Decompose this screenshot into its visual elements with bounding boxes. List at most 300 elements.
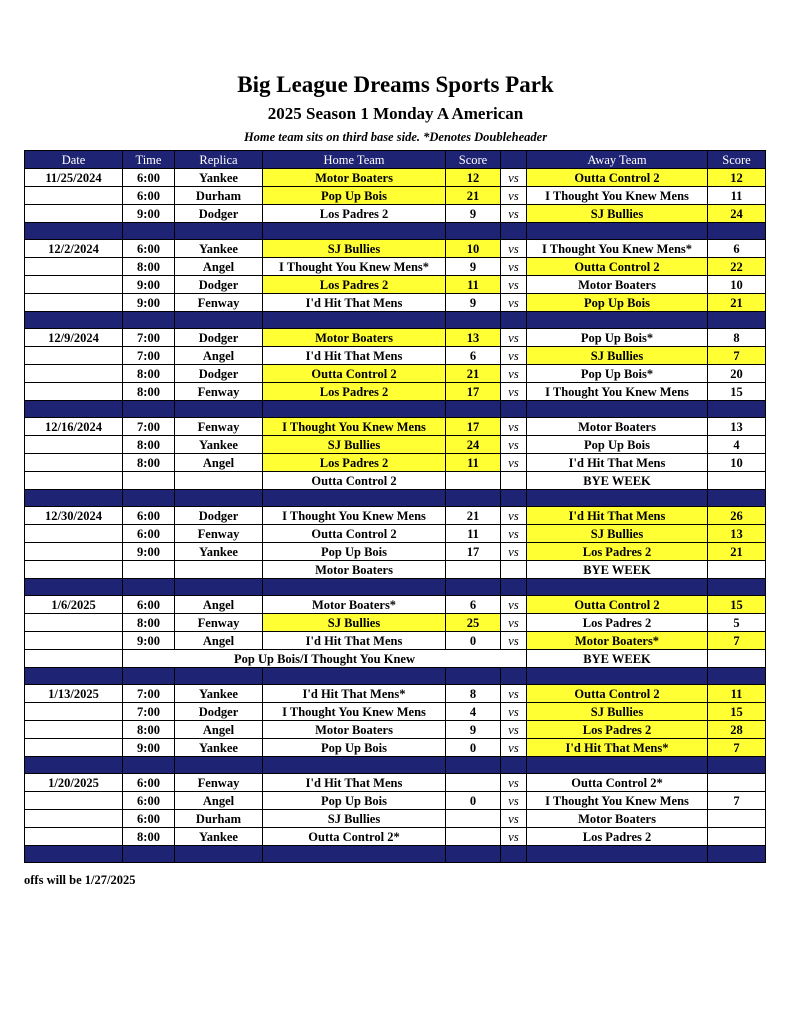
home-team: I Thought You Knew Mens <box>263 507 446 525</box>
game-field: Yankee <box>175 739 263 757</box>
home-score: 25 <box>446 614 501 632</box>
game-field: Fenway <box>175 294 263 312</box>
home-score: 13 <box>446 329 501 347</box>
empty-cell <box>25 472 123 490</box>
game-row <box>25 169 766 187</box>
home-team: Los Padres 2 <box>263 205 446 223</box>
game-field: Yankee <box>175 543 263 561</box>
away-team: Outta Control 2* <box>527 774 708 792</box>
vs-label: vs <box>501 721 527 739</box>
game-date <box>25 258 123 276</box>
separator-cell <box>708 668 766 685</box>
separator-cell <box>446 223 501 240</box>
game-time: 8:00 <box>123 383 175 401</box>
separator-cell <box>708 312 766 329</box>
away-team: I'd Hit That Mens <box>527 454 708 472</box>
home-team: Pop Up Bois <box>263 187 446 205</box>
bye-row <box>25 561 766 579</box>
week-separator <box>25 401 766 418</box>
game-row <box>25 329 766 347</box>
separator-cell <box>527 846 708 863</box>
away-score: 7 <box>708 739 766 757</box>
away-team: Motor Boaters <box>527 276 708 294</box>
game-date <box>25 347 123 365</box>
game-field: Angel <box>175 721 263 739</box>
separator-cell <box>123 579 175 596</box>
game-date: 1/6/2025 <box>25 596 123 614</box>
bye-team: Pop Up Bois/I Thought You Knew <box>123 650 527 668</box>
separator-cell <box>25 312 123 329</box>
game-field: Durham <box>175 810 263 828</box>
home-score: 21 <box>446 507 501 525</box>
home-team: Outta Control 2 <box>263 525 446 543</box>
home-team: Los Padres 2 <box>263 383 446 401</box>
vs-label: vs <box>501 187 527 205</box>
home-team: I'd Hit That Mens* <box>263 685 446 703</box>
separator-cell <box>446 312 501 329</box>
separator-cell <box>175 401 263 418</box>
vs-label: vs <box>501 792 527 810</box>
empty-cell <box>708 561 766 579</box>
game-field: Yankee <box>175 436 263 454</box>
away-team: Los Padres 2 <box>527 614 708 632</box>
game-field: Dodger <box>175 507 263 525</box>
game-row <box>25 792 766 810</box>
separator-cell <box>175 846 263 863</box>
game-date <box>25 614 123 632</box>
separator-cell <box>25 223 123 240</box>
separator-cell <box>175 757 263 774</box>
game-row <box>25 365 766 383</box>
game-date: 12/16/2024 <box>25 418 123 436</box>
game-field: Angel <box>175 632 263 650</box>
game-field: Dodger <box>175 276 263 294</box>
separator-cell <box>123 668 175 685</box>
separator-cell <box>446 668 501 685</box>
away-team: SJ Bullies <box>527 525 708 543</box>
separator-cell <box>175 223 263 240</box>
page-title: Big League Dreams Sports Park <box>237 72 554 97</box>
away-team: I Thought You Knew Mens <box>527 187 708 205</box>
home-score: 17 <box>446 543 501 561</box>
game-row <box>25 276 766 294</box>
home-team: I'd Hit That Mens <box>263 774 446 792</box>
col-header-home-team: Home Team <box>263 151 446 169</box>
away-score: 12 <box>708 169 766 187</box>
home-team: I Thought You Knew Mens* <box>263 258 446 276</box>
home-team: Motor Boaters* <box>263 596 446 614</box>
game-date: 12/30/2024 <box>25 507 123 525</box>
game-date <box>25 525 123 543</box>
vs-label: vs <box>501 685 527 703</box>
game-time: 6:00 <box>123 169 175 187</box>
separator-cell <box>708 401 766 418</box>
game-date: 1/20/2025 <box>25 774 123 792</box>
empty-cell <box>446 472 501 490</box>
vs-label: vs <box>501 507 527 525</box>
game-time: 9:00 <box>123 739 175 757</box>
vs-label: vs <box>501 436 527 454</box>
game-row <box>25 543 766 561</box>
separator-cell <box>501 668 527 685</box>
vs-label: vs <box>501 418 527 436</box>
home-score: 12 <box>446 169 501 187</box>
home-score: 6 <box>446 596 501 614</box>
home-score: 8 <box>446 685 501 703</box>
away-team: Outta Control 2 <box>527 169 708 187</box>
game-field: Durham <box>175 187 263 205</box>
col-header-replica: Replica <box>175 151 263 169</box>
vs-label: vs <box>501 169 527 187</box>
away-team: SJ Bullies <box>527 205 708 223</box>
game-field: Angel <box>175 596 263 614</box>
game-time: 6:00 <box>123 810 175 828</box>
game-time: 8:00 <box>123 614 175 632</box>
separator-cell <box>446 579 501 596</box>
game-date <box>25 703 123 721</box>
home-team: Outta Control 2* <box>263 828 446 846</box>
away-team: Los Padres 2 <box>527 828 708 846</box>
away-team: Pop Up Bois <box>527 294 708 312</box>
home-score: 11 <box>446 276 501 294</box>
separator-cell <box>501 401 527 418</box>
game-time: 6:00 <box>123 507 175 525</box>
home-score: 21 <box>446 187 501 205</box>
home-score: 0 <box>446 792 501 810</box>
home-team: Pop Up Bois <box>263 739 446 757</box>
game-date <box>25 721 123 739</box>
game-row <box>25 596 766 614</box>
away-score: 21 <box>708 294 766 312</box>
game-time: 9:00 <box>123 632 175 650</box>
away-score: 21 <box>708 543 766 561</box>
separator-cell <box>708 579 766 596</box>
separator-cell <box>123 490 175 507</box>
home-team: I'd Hit That Mens <box>263 294 446 312</box>
away-score: 10 <box>708 454 766 472</box>
home-team: Los Padres 2 <box>263 276 446 294</box>
game-row <box>25 436 766 454</box>
away-score: 11 <box>708 685 766 703</box>
game-field: Fenway <box>175 525 263 543</box>
separator-cell <box>263 490 446 507</box>
away-score: 6 <box>708 240 766 258</box>
separator-cell <box>501 757 527 774</box>
vs-label: vs <box>501 276 527 294</box>
separator-cell <box>123 846 175 863</box>
separator-cell <box>175 668 263 685</box>
away-score <box>708 810 766 828</box>
separator-cell <box>446 846 501 863</box>
separator-cell <box>708 490 766 507</box>
game-field: Angel <box>175 347 263 365</box>
home-team: Pop Up Bois <box>263 543 446 561</box>
separator-cell <box>175 490 263 507</box>
home-score: 17 <box>446 418 501 436</box>
home-team: I'd Hit That Mens <box>263 632 446 650</box>
separator-cell <box>25 401 123 418</box>
game-time: 7:00 <box>123 685 175 703</box>
separator-cell <box>527 668 708 685</box>
away-team: Motor Boaters <box>527 810 708 828</box>
bye-team: Outta Control 2 <box>263 472 446 490</box>
separator-cell <box>123 757 175 774</box>
home-score <box>446 810 501 828</box>
home-score: 9 <box>446 721 501 739</box>
separator-cell <box>501 490 527 507</box>
game-field: Angel <box>175 258 263 276</box>
away-team: SJ Bullies <box>527 703 708 721</box>
game-field: Fenway <box>175 418 263 436</box>
game-time: 7:00 <box>123 418 175 436</box>
vs-label: vs <box>501 454 527 472</box>
game-field: Yankee <box>175 828 263 846</box>
bye-label: BYE WEEK <box>527 650 708 668</box>
away-score: 15 <box>708 703 766 721</box>
home-score: 9 <box>446 294 501 312</box>
col-header-time: Time <box>123 151 175 169</box>
game-row <box>25 632 766 650</box>
away-team: I'd Hit That Mens <box>527 507 708 525</box>
game-date: 12/2/2024 <box>25 240 123 258</box>
game-field: Fenway <box>175 383 263 401</box>
separator-cell <box>501 846 527 863</box>
game-field: Dodger <box>175 365 263 383</box>
game-date <box>25 543 123 561</box>
game-field: Yankee <box>175 240 263 258</box>
week-separator <box>25 312 766 329</box>
game-date <box>25 436 123 454</box>
game-row <box>25 294 766 312</box>
empty-cell <box>175 561 263 579</box>
game-field: Fenway <box>175 614 263 632</box>
game-field: Angel <box>175 454 263 472</box>
vs-label: vs <box>501 525 527 543</box>
away-team: SJ Bullies <box>527 347 708 365</box>
vs-label: vs <box>501 240 527 258</box>
separator-cell <box>123 401 175 418</box>
separator-cell <box>25 846 123 863</box>
col-header-home-score: Score <box>446 151 501 169</box>
home-team: Pop Up Bois <box>263 792 446 810</box>
home-score: 4 <box>446 703 501 721</box>
vs-label: vs <box>501 205 527 223</box>
vs-label: vs <box>501 329 527 347</box>
game-time: 6:00 <box>123 187 175 205</box>
game-row <box>25 347 766 365</box>
away-score: 4 <box>708 436 766 454</box>
home-score <box>446 828 501 846</box>
vs-label: vs <box>501 828 527 846</box>
separator-cell <box>501 579 527 596</box>
bye-row <box>25 650 766 668</box>
game-row <box>25 828 766 846</box>
game-time: 7:00 <box>123 329 175 347</box>
vs-label: vs <box>501 383 527 401</box>
game-row <box>25 507 766 525</box>
away-team: I Thought You Knew Mens <box>527 792 708 810</box>
away-team: Motor Boaters <box>527 418 708 436</box>
game-row <box>25 258 766 276</box>
away-score: 28 <box>708 721 766 739</box>
separator-cell <box>263 223 446 240</box>
game-time: 6:00 <box>123 240 175 258</box>
vs-label: vs <box>501 596 527 614</box>
away-team: Outta Control 2 <box>527 685 708 703</box>
home-score: 0 <box>446 739 501 757</box>
week-separator <box>25 490 766 507</box>
home-team: Outta Control 2 <box>263 365 446 383</box>
empty-cell <box>25 561 123 579</box>
game-field: Yankee <box>175 169 263 187</box>
game-time: 8:00 <box>123 828 175 846</box>
table-header-row <box>25 151 766 169</box>
away-score <box>708 774 766 792</box>
home-score: 9 <box>446 205 501 223</box>
separator-cell <box>263 668 446 685</box>
separator-cell <box>263 312 446 329</box>
empty-cell <box>708 650 766 668</box>
away-score: 7 <box>708 792 766 810</box>
away-team: Outta Control 2 <box>527 596 708 614</box>
home-team: I Thought You Knew Mens <box>263 418 446 436</box>
empty-cell <box>501 561 527 579</box>
home-team: I'd Hit That Mens <box>263 347 446 365</box>
game-field: Fenway <box>175 774 263 792</box>
separator-cell <box>263 579 446 596</box>
home-score <box>446 774 501 792</box>
game-time: 8:00 <box>123 258 175 276</box>
separator-cell <box>175 579 263 596</box>
home-team: SJ Bullies <box>263 240 446 258</box>
home-score: 11 <box>446 525 501 543</box>
separator-cell <box>123 312 175 329</box>
separator-cell <box>527 223 708 240</box>
empty-cell <box>501 472 527 490</box>
playoffs-footer: offs will be 1/27/2025 <box>24 873 136 887</box>
game-row <box>25 418 766 436</box>
bye-row <box>25 472 766 490</box>
away-score: 26 <box>708 507 766 525</box>
bye-label: BYE WEEK <box>527 561 708 579</box>
empty-cell <box>446 561 501 579</box>
game-time: 9:00 <box>123 543 175 561</box>
game-date: 12/9/2024 <box>25 329 123 347</box>
week-separator <box>25 579 766 596</box>
away-score: 15 <box>708 383 766 401</box>
away-score: 10 <box>708 276 766 294</box>
game-time: 7:00 <box>123 347 175 365</box>
game-time: 8:00 <box>123 365 175 383</box>
game-time: 9:00 <box>123 294 175 312</box>
home-team: Motor Boaters <box>263 329 446 347</box>
game-date <box>25 454 123 472</box>
game-date <box>25 365 123 383</box>
bye-team: Motor Boaters <box>263 561 446 579</box>
separator-cell <box>263 401 446 418</box>
week-separator <box>25 668 766 685</box>
home-team: Motor Boaters <box>263 721 446 739</box>
vs-label: vs <box>501 810 527 828</box>
game-row <box>25 685 766 703</box>
home-score: 11 <box>446 454 501 472</box>
home-score: 17 <box>446 383 501 401</box>
vs-label: vs <box>501 543 527 561</box>
away-score <box>708 828 766 846</box>
away-score: 13 <box>708 525 766 543</box>
game-time: 8:00 <box>123 454 175 472</box>
game-field: Yankee <box>175 685 263 703</box>
separator-cell <box>25 757 123 774</box>
empty-cell <box>123 561 175 579</box>
vs-label: vs <box>501 614 527 632</box>
week-separator <box>25 223 766 240</box>
separator-cell <box>527 312 708 329</box>
separator-cell <box>527 579 708 596</box>
separator-cell <box>446 490 501 507</box>
game-row <box>25 383 766 401</box>
game-time: 6:00 <box>123 596 175 614</box>
away-team: Pop Up Bois <box>527 436 708 454</box>
game-date <box>25 383 123 401</box>
game-time: 7:00 <box>123 703 175 721</box>
empty-cell <box>25 650 123 668</box>
game-field: Dodger <box>175 329 263 347</box>
game-time: 6:00 <box>123 525 175 543</box>
separator-cell <box>25 668 123 685</box>
away-team: I'd Hit That Mens* <box>527 739 708 757</box>
away-team: I Thought You Knew Mens <box>527 383 708 401</box>
game-time: 8:00 <box>123 721 175 739</box>
col-header-date: Date <box>25 151 123 169</box>
away-score: 11 <box>708 187 766 205</box>
home-team: SJ Bullies <box>263 614 446 632</box>
game-date <box>25 294 123 312</box>
separator-cell <box>25 490 123 507</box>
game-row <box>25 205 766 223</box>
game-row <box>25 739 766 757</box>
separator-cell <box>527 490 708 507</box>
game-date: 1/13/2025 <box>25 685 123 703</box>
game-row <box>25 187 766 205</box>
separator-cell <box>446 401 501 418</box>
col-header-away-score: Score <box>708 151 766 169</box>
away-score: 5 <box>708 614 766 632</box>
game-date <box>25 810 123 828</box>
schedule-note: Home team sits on third base side. *Denotes Doubleheader <box>243 130 548 144</box>
away-team: Pop Up Bois* <box>527 365 708 383</box>
game-date <box>25 276 123 294</box>
game-row <box>25 525 766 543</box>
game-time: 6:00 <box>123 792 175 810</box>
separator-cell <box>708 846 766 863</box>
vs-label: vs <box>501 632 527 650</box>
vs-label: vs <box>501 739 527 757</box>
separator-cell <box>708 757 766 774</box>
away-team: Outta Control 2 <box>527 258 708 276</box>
separator-cell <box>446 757 501 774</box>
separator-cell <box>263 757 446 774</box>
away-score: 7 <box>708 347 766 365</box>
game-field: Dodger <box>175 703 263 721</box>
home-score: 21 <box>446 365 501 383</box>
game-row <box>25 703 766 721</box>
separator-cell <box>263 846 446 863</box>
game-field: Dodger <box>175 205 263 223</box>
empty-cell <box>708 472 766 490</box>
game-row <box>25 240 766 258</box>
game-date: 11/25/2024 <box>25 169 123 187</box>
